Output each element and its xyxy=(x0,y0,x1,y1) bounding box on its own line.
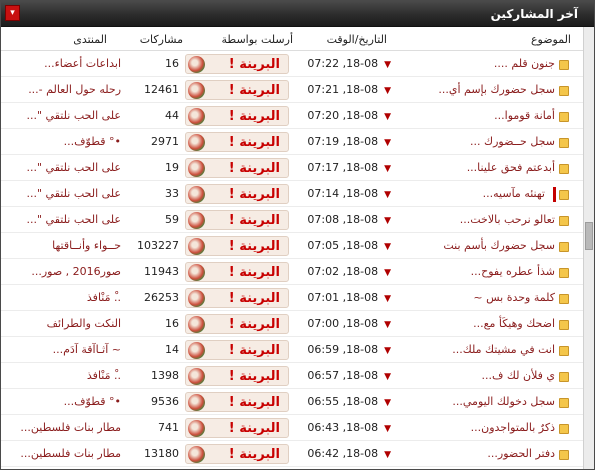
topic-cell xyxy=(391,441,569,466)
column-posts: مشاركات xyxy=(139,33,183,46)
forum-cell xyxy=(1,129,121,154)
posts-table xyxy=(1,29,583,467)
avatar xyxy=(188,186,205,203)
date-cell xyxy=(297,207,391,232)
date-cell xyxy=(297,285,391,310)
user-cell xyxy=(183,415,291,440)
topic-link[interactable]: دفتر الحضور... xyxy=(487,447,555,460)
username: البرينة ! xyxy=(228,343,280,358)
jump-to-post-arrow-icon[interactable]: ▼ xyxy=(384,242,391,252)
user-cell xyxy=(183,155,291,180)
jump-to-post-arrow-icon[interactable]: ▼ xyxy=(384,138,391,148)
user-cell xyxy=(183,129,291,154)
forum-link[interactable]: ..ْ مَنْافذ xyxy=(86,291,121,304)
user-badge[interactable] xyxy=(185,262,289,282)
forum-cell xyxy=(1,441,121,466)
user-cell xyxy=(183,259,291,284)
date-cell xyxy=(297,259,391,284)
date-cell xyxy=(297,103,391,128)
topic-doc-icon xyxy=(559,164,569,174)
user-cell xyxy=(183,77,291,102)
user-badge[interactable] xyxy=(185,444,289,464)
highlight-bar-icon xyxy=(553,187,556,202)
post-datetime: 06:59 ,18-08 xyxy=(307,343,379,356)
forum-link[interactable]: ..ْ مَنْافذ xyxy=(86,369,121,382)
post-datetime: 07:17 ,18-08 xyxy=(307,161,379,174)
user-cell xyxy=(183,337,291,362)
user-cell xyxy=(183,207,291,232)
username: البرينة ! xyxy=(228,447,280,462)
forum-cell xyxy=(1,51,121,76)
date-cell xyxy=(297,181,391,206)
date-cell xyxy=(297,363,391,388)
topic-cell xyxy=(391,389,569,414)
topic-doc-icon xyxy=(559,190,569,200)
column-user: أرسلت بواسطة xyxy=(221,33,293,46)
topic-cell xyxy=(391,207,569,232)
post-datetime: 07:20 ,18-08 xyxy=(307,109,379,122)
post-count: 44 xyxy=(165,109,179,122)
topic-cell xyxy=(391,363,569,388)
post-count: 26253 xyxy=(144,291,179,304)
user-badge[interactable] xyxy=(185,210,289,230)
post-count: 16 xyxy=(165,57,179,70)
username: البرينة ! xyxy=(228,317,280,332)
post-datetime: 06:42 ,18-08 xyxy=(307,447,379,460)
topic-doc-icon xyxy=(559,86,569,96)
topic-link[interactable]: اضحك وهيكَأ مع... xyxy=(473,317,555,330)
forum-link[interactable]: ابداعات أعضاء... xyxy=(44,57,121,70)
post-count: 59 xyxy=(165,213,179,226)
user-badge[interactable] xyxy=(185,54,289,74)
topic-link[interactable]: سجل حــضورك ... xyxy=(470,135,555,148)
post-datetime: 07:02 ,18-08 xyxy=(307,265,379,278)
jump-to-post-arrow-icon[interactable]: ▼ xyxy=(384,190,391,200)
table-row xyxy=(1,51,583,77)
topic-link[interactable]: انت في مشيتك ملك... xyxy=(452,343,555,356)
table-row xyxy=(1,233,583,259)
post-count: 9536 xyxy=(151,395,179,408)
jump-to-post-arrow-icon[interactable]: ▼ xyxy=(384,346,391,356)
user-cell xyxy=(183,233,291,258)
forum-link[interactable]: رحله حول العالم -... xyxy=(28,83,121,96)
post-count: 14 xyxy=(165,343,179,356)
topic-link[interactable]: شذأ عطره يفوح... xyxy=(470,265,555,278)
avatar xyxy=(188,316,205,333)
topic-doc-icon xyxy=(559,372,569,382)
date-cell xyxy=(297,415,391,440)
topic-cell xyxy=(391,77,569,102)
jump-to-post-arrow-icon[interactable]: ▼ xyxy=(384,112,391,122)
date-cell xyxy=(297,155,391,180)
topic-doc-icon xyxy=(559,346,569,356)
post-datetime: 07:22 ,18-08 xyxy=(307,57,379,70)
forum-link[interactable]: مطار بنات فلسطين... xyxy=(20,421,121,434)
table-row xyxy=(1,389,583,415)
topic-doc-icon xyxy=(559,112,569,122)
table-row xyxy=(1,285,583,311)
jump-to-post-arrow-icon[interactable]: ▼ xyxy=(384,268,391,278)
topic-cell xyxy=(391,129,569,154)
user-badge[interactable] xyxy=(185,106,289,126)
topic-doc-icon xyxy=(559,294,569,304)
table-row xyxy=(1,415,583,441)
topic-link[interactable]: أمانة قوموا... xyxy=(494,109,555,122)
username: البرينة ! xyxy=(228,135,280,150)
topic-link[interactable]: كلمة وحدة بس ~ xyxy=(473,291,555,304)
topic-link[interactable]: أبدعتم فحق علينا... xyxy=(466,161,555,174)
forum-cell xyxy=(1,363,121,388)
username: البرينة ! xyxy=(228,213,280,228)
post-count: 11943 xyxy=(144,265,179,278)
table-header xyxy=(1,29,583,51)
forum-link[interactable]: على الحب نلتقي "... xyxy=(26,187,121,200)
avatar xyxy=(188,342,205,359)
forum-cell xyxy=(1,233,121,258)
forum-cell xyxy=(1,155,121,180)
avatar xyxy=(188,160,205,177)
avatar xyxy=(188,394,205,411)
user-badge[interactable] xyxy=(185,392,289,412)
date-cell xyxy=(297,77,391,102)
topic-link[interactable]: سجل حضورك بأسم بنت xyxy=(443,239,555,252)
username: البرينة ! xyxy=(228,291,280,306)
post-datetime: 07:00 ,18-08 xyxy=(307,317,379,330)
jump-to-post-arrow-icon[interactable]: ▼ xyxy=(384,60,391,70)
forum-link[interactable]: حــواء وأنــاقتها xyxy=(52,239,121,252)
date-cell xyxy=(297,337,391,362)
forum-link[interactable]: على الحب نلتقي "... xyxy=(26,161,121,174)
user-cell xyxy=(183,363,291,388)
jump-to-post-arrow-icon[interactable]: ▼ xyxy=(384,216,391,226)
post-count: 13180 xyxy=(144,447,179,460)
table-row xyxy=(1,103,583,129)
forum-link[interactable]: صور2016 , صور... xyxy=(31,265,121,278)
topic-link[interactable]: ي فلأن لك ف... xyxy=(481,369,555,382)
avatar xyxy=(188,368,205,385)
jump-to-post-arrow-icon[interactable]: ▼ xyxy=(384,372,391,382)
table-row xyxy=(1,181,583,207)
forum-cell xyxy=(1,207,121,232)
topic-cell xyxy=(391,181,569,206)
topic-cell xyxy=(391,259,569,284)
forum-cell xyxy=(1,337,121,362)
topic-link[interactable]: سجل دخولك اليومي... xyxy=(452,395,555,408)
jump-to-post-arrow-icon[interactable]: ▼ xyxy=(384,398,391,408)
panel-title: آخر المشاركين xyxy=(490,7,578,21)
table-row xyxy=(1,77,583,103)
jump-to-post-arrow-icon[interactable]: ▼ xyxy=(384,424,391,434)
user-badge[interactable] xyxy=(185,158,289,178)
topic-doc-icon xyxy=(559,320,569,330)
topic-doc-icon xyxy=(559,138,569,148)
forum-link[interactable]: على الحب نلتقي "... xyxy=(26,213,121,226)
username: البرينة ! xyxy=(228,421,280,436)
topic-link[interactable]: سجل حضورك بإسم أي... xyxy=(438,83,555,96)
topic-cell xyxy=(391,337,569,362)
post-datetime: 06:43 ,18-08 xyxy=(307,421,379,434)
forum-cell xyxy=(1,415,121,440)
user-cell xyxy=(183,311,291,336)
avatar xyxy=(188,446,205,463)
post-datetime: 07:08 ,18-08 xyxy=(307,213,379,226)
post-datetime: 07:21 ,18-08 xyxy=(307,83,379,96)
jump-to-post-arrow-icon[interactable]: ▼ xyxy=(384,320,391,330)
forum-link[interactable]: •° قطوّف... xyxy=(63,135,121,148)
avatar xyxy=(188,264,205,281)
user-badge[interactable] xyxy=(185,340,289,360)
table-row xyxy=(1,129,583,155)
forum-cell xyxy=(1,311,121,336)
user-cell xyxy=(183,389,291,414)
topic-cell xyxy=(391,103,569,128)
post-count: 1398 xyxy=(151,369,179,382)
date-cell xyxy=(297,389,391,414)
column-date: التاريخ/الوقت xyxy=(326,33,387,46)
column-topic: الموضوع xyxy=(530,33,571,46)
topic-doc-icon xyxy=(559,424,569,434)
user-badge[interactable] xyxy=(185,236,289,256)
topic-link[interactable]: تعالو نرحب بالاخت... xyxy=(459,213,555,226)
user-badge[interactable] xyxy=(185,80,289,100)
post-count: 19 xyxy=(165,161,179,174)
jump-to-post-arrow-icon[interactable]: ▼ xyxy=(384,86,391,96)
forum-cell xyxy=(1,77,121,102)
forum-cell xyxy=(1,389,121,414)
avatar xyxy=(188,420,205,437)
user-cell xyxy=(183,51,291,76)
username: البرينة ! xyxy=(228,369,280,384)
user-badge[interactable] xyxy=(185,418,289,438)
username: البرينة ! xyxy=(228,239,280,254)
post-datetime: 07:01 ,18-08 xyxy=(307,291,379,304)
column-forum: المنتدى xyxy=(73,33,107,46)
forum-link[interactable]: على الحب نلتقي "... xyxy=(26,109,121,122)
topic-link[interactable]: ذكرٌ بالمتواجدون... xyxy=(470,421,555,434)
avatar xyxy=(188,56,205,73)
forum-link[interactable]: •° قطوّف... xyxy=(63,395,121,408)
jump-to-post-arrow-icon[interactable]: ▼ xyxy=(384,164,391,174)
post-datetime: 06:57 ,18-08 xyxy=(307,369,379,382)
username: البرينة ! xyxy=(228,83,280,98)
post-count: 12461 xyxy=(144,83,179,96)
table-row xyxy=(1,155,583,181)
topic-doc-icon xyxy=(559,60,569,70)
topic-cell xyxy=(391,233,569,258)
post-count: 2971 xyxy=(151,135,179,148)
topic-doc-icon xyxy=(559,398,569,408)
forum-link[interactable]: النكت والطرائف xyxy=(46,317,121,330)
user-cell xyxy=(183,103,291,128)
post-datetime: 06:55 ,18-08 xyxy=(307,395,379,408)
date-cell xyxy=(297,51,391,76)
jump-to-post-arrow-icon[interactable]: ▼ xyxy=(384,450,391,460)
post-datetime: 07:19 ,18-08 xyxy=(307,135,379,148)
date-cell xyxy=(297,311,391,336)
user-badge[interactable] xyxy=(185,184,289,204)
topic-cell xyxy=(391,51,569,76)
collapse-icon[interactable]: ▾ xyxy=(5,5,20,21)
post-datetime: 07:14 ,18-08 xyxy=(307,187,379,200)
table-row xyxy=(1,311,583,337)
topic-doc-icon xyxy=(559,242,569,252)
user-cell xyxy=(183,285,291,310)
avatar xyxy=(188,238,205,255)
topic-link[interactable]: جنون قلم .... xyxy=(493,57,555,70)
avatar xyxy=(188,212,205,229)
avatar xyxy=(188,108,205,125)
post-count: 741 xyxy=(158,421,179,434)
date-cell xyxy=(297,441,391,466)
topic-doc-icon xyxy=(559,450,569,460)
user-cell xyxy=(183,181,291,206)
forum-link[interactable]: ~ آثـاآقة آدَم... xyxy=(52,343,121,356)
topic-cell xyxy=(391,155,569,180)
avatar xyxy=(188,134,205,151)
post-count: 33 xyxy=(165,187,179,200)
avatar xyxy=(188,290,205,307)
username: البرينة ! xyxy=(228,57,280,72)
post-count: 103227 xyxy=(137,239,179,252)
username: البرينة ! xyxy=(228,109,280,124)
forum-cell xyxy=(1,285,121,310)
topic-cell xyxy=(391,415,569,440)
user-badge[interactable] xyxy=(185,366,289,386)
panel-titlebar xyxy=(1,1,594,27)
forum-cell xyxy=(1,181,121,206)
topic-cell xyxy=(391,285,569,310)
user-badge[interactable] xyxy=(185,314,289,334)
topic-doc-icon xyxy=(559,268,569,278)
scrollbar-thumb[interactable] xyxy=(585,222,593,250)
user-badge[interactable] xyxy=(185,132,289,152)
forum-cell xyxy=(1,103,121,128)
topic-link[interactable]: تهنئه مآسيه... xyxy=(482,187,545,200)
table-row xyxy=(1,337,583,363)
user-badge[interactable] xyxy=(185,288,289,308)
date-cell xyxy=(297,233,391,258)
jump-to-post-arrow-icon[interactable]: ▼ xyxy=(384,294,391,304)
table-row xyxy=(1,363,583,389)
topic-doc-icon xyxy=(559,216,569,226)
forum-cell xyxy=(1,259,121,284)
table-row xyxy=(1,259,583,285)
post-count: 16 xyxy=(165,317,179,330)
post-datetime: 07:05 ,18-08 xyxy=(307,239,379,252)
scrollbar[interactable] xyxy=(583,27,594,469)
username: البرينة ! xyxy=(228,187,280,202)
topic-cell xyxy=(391,311,569,336)
table-row xyxy=(1,441,583,467)
username: البرينة ! xyxy=(228,161,280,176)
table-row xyxy=(1,207,583,233)
username: البرينة ! xyxy=(228,265,280,280)
date-cell xyxy=(297,129,391,154)
username: البرينة ! xyxy=(228,395,280,410)
user-cell xyxy=(183,441,291,466)
forum-link[interactable]: مطار بنات فلسطين... xyxy=(20,447,121,460)
avatar xyxy=(188,82,205,99)
